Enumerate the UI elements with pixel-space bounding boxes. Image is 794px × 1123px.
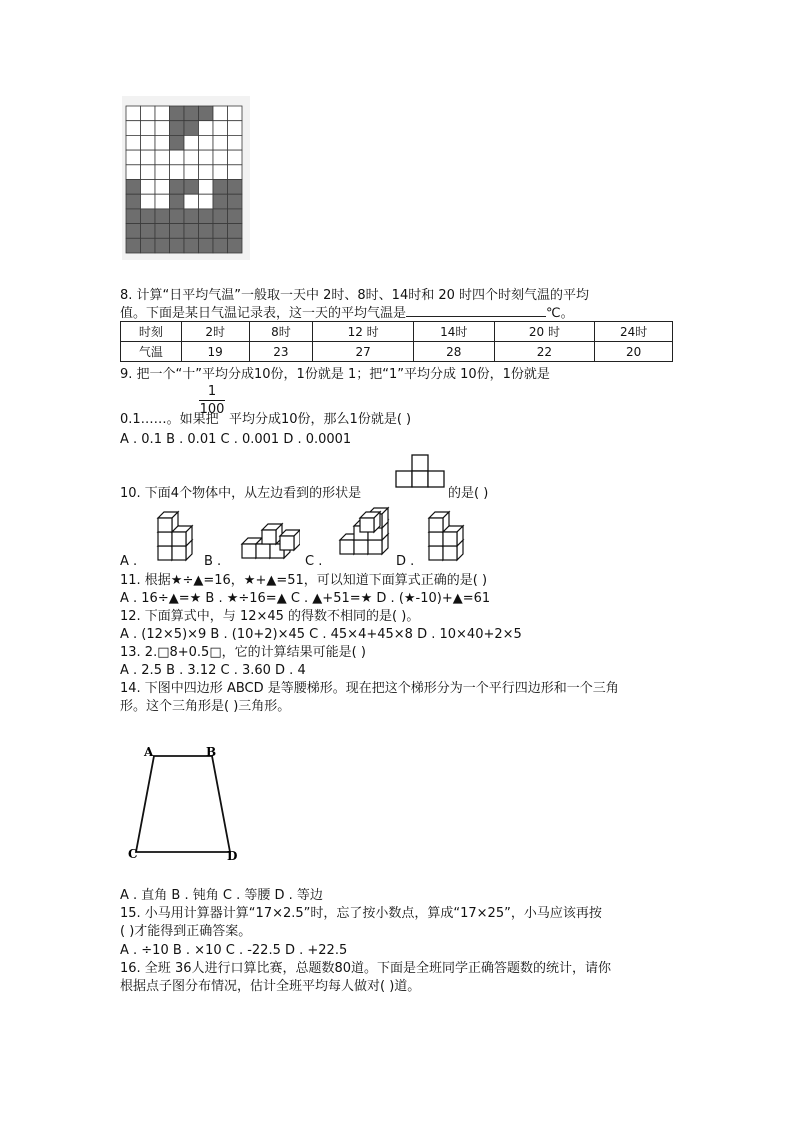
grid-cell — [155, 209, 170, 224]
grid-cell — [170, 194, 185, 209]
grid-cell — [141, 165, 156, 180]
grid-cell — [155, 224, 170, 239]
q14-options: A . 直角 B . 钝角 C . 等腰 D . 等边 — [120, 888, 323, 903]
grid-cell — [184, 180, 199, 195]
grid-cell — [170, 150, 185, 165]
table-cell: 2时 — [181, 322, 249, 342]
cube-stack-b — [238, 512, 300, 566]
grid-cell — [170, 165, 185, 180]
q15-options: A . ÷10 B . ×10 C . -22.5 D . +22.5 — [120, 943, 348, 958]
grid-cell — [199, 121, 214, 136]
grid-cell — [170, 238, 185, 253]
cube-stack-a — [150, 508, 200, 566]
grid-cell — [228, 150, 243, 165]
table-cell: 22 — [494, 342, 595, 362]
q14-stem-line2: 形。这个三角形是( )三角形。 — [120, 699, 291, 714]
q10-option-c-label: C . — [305, 554, 323, 569]
grid-cell — [155, 194, 170, 209]
grid-cell — [228, 224, 243, 239]
grid-cell — [213, 135, 228, 150]
grid-cell — [155, 180, 170, 195]
grid-cell — [141, 180, 156, 195]
grid-cell — [170, 106, 185, 121]
grid-cell — [184, 106, 199, 121]
grid-cell — [184, 238, 199, 253]
table-cell: 28 — [413, 342, 494, 362]
grid-cell — [126, 194, 141, 209]
cube — [280, 530, 300, 550]
grid-cell — [155, 150, 170, 165]
q10-option-b-label: B . — [204, 554, 222, 569]
grid-cell — [184, 150, 199, 165]
cube — [360, 512, 380, 532]
grid-cell — [199, 194, 214, 209]
grid-cell — [199, 224, 214, 239]
q16-stem-line2: 根据点子图分布情况，估计全班平均每人做对( )道。 — [120, 979, 421, 994]
cube-stack-d — [425, 508, 469, 566]
grid-cell — [141, 150, 156, 165]
grid-cell — [199, 209, 214, 224]
grid-cell — [213, 106, 228, 121]
grid-cell — [213, 224, 228, 239]
grid-cell — [126, 180, 141, 195]
table-cell: 12 时 — [313, 322, 414, 342]
grid-cell — [170, 224, 185, 239]
grid-cell — [126, 106, 141, 121]
grid-cell — [199, 238, 214, 253]
grid-cell — [184, 165, 199, 180]
table-cell: 23 — [249, 342, 313, 362]
grid-cell — [228, 209, 243, 224]
grid-cell — [228, 238, 243, 253]
q8-unit: ℃。 — [546, 306, 574, 321]
table-cell: 19 — [181, 342, 249, 362]
grid-cell — [184, 194, 199, 209]
grid-cell — [170, 135, 185, 150]
grid-cell — [213, 121, 228, 136]
grid-cell — [184, 135, 199, 150]
q16-stem-line1: 16. 全班 36人进行口算比赛，总题数80道。下面是全班同学正确答题数的统计，请你 — [120, 961, 612, 976]
q14-stem-line1: 14. 下图中四边形 ABCD 是等腰梯形。现在把这个梯形分为一个平行四边形和一个三角 — [120, 681, 619, 696]
grid-cell — [184, 224, 199, 239]
fraction-bar — [199, 400, 225, 401]
grid-cell — [155, 165, 170, 180]
grid-cell — [141, 238, 156, 253]
q15-stem-line2: ( )才能得到正确答案。 — [120, 924, 252, 939]
grid-cell — [199, 106, 214, 121]
answer-blank — [406, 304, 546, 317]
table-cell: 时刻 — [121, 322, 182, 342]
fraction-numerator: 1 — [207, 384, 217, 399]
grid-cell — [228, 135, 243, 150]
cube — [172, 526, 192, 546]
grid-cell — [228, 165, 243, 180]
table-cell: 24时 — [595, 322, 673, 342]
q12-stem: 12. 下面算式中，与 12×45 的得数不相同的是( )。 — [120, 609, 420, 624]
grid-cell — [213, 194, 228, 209]
q8-stem-line1: 8. 计算“日平均气温”一般取一天中 2时、8时、14时和 20 时四个时刻气温的平均 — [120, 288, 590, 303]
cube — [443, 526, 463, 546]
table-cell: 14时 — [413, 322, 494, 342]
grid-cell — [199, 165, 214, 180]
grid-cell — [199, 150, 214, 165]
grid-cell — [213, 180, 228, 195]
shaded-grid-figure — [122, 96, 250, 260]
grid-cell — [141, 106, 156, 121]
grid-cell — [228, 180, 243, 195]
left-view-shape — [395, 454, 445, 494]
grid-cell — [184, 121, 199, 136]
grid-cell — [126, 121, 141, 136]
vertex-b-label: B — [206, 745, 217, 759]
q11-options: A . 16÷▲=★ B . ★÷16=▲ C . ▲+51=★ D . (★-10)+▲=61 — [120, 591, 491, 606]
grid-cell — [213, 165, 228, 180]
grid-cell — [126, 209, 141, 224]
table-cell: 27 — [313, 342, 414, 362]
q9-stem-line2-pre: 0.1……。如果把 — [120, 412, 219, 427]
q12-options: A . (12×5)×9 B . (10+2)×45 C . 45×4+45×8 D . 10×40+2×5 — [120, 627, 522, 642]
grid-cell — [213, 238, 228, 253]
grid-cell — [141, 135, 156, 150]
q8-stem-line2 — [120, 304, 574, 322]
vertex-c-label: C — [128, 847, 138, 861]
q9-stem-line2-post: 平均分成10份，那么1份就是( ) — [229, 412, 412, 427]
q11-stem: 11. 根据★÷▲=16，★+▲=51，可以知道下面算式正确的是( ) — [120, 573, 488, 588]
grid-cell — [155, 238, 170, 253]
grid-cell — [228, 194, 243, 209]
grid-cell — [155, 121, 170, 136]
q9-stem-line1: 9. 把一个“十”平均分成10份，1份就是 1；把“1”平均分成 10份，1份就是 — [120, 367, 550, 382]
q10-option-a-label: A . — [120, 554, 138, 569]
vertex-d-label: D — [227, 849, 238, 863]
grid-cell — [184, 209, 199, 224]
grid-cell — [141, 209, 156, 224]
grid-cell — [126, 165, 141, 180]
grid-cell — [141, 121, 156, 136]
q10-stem-pre: 10. 下面4个物体中，从左边看到的形状是 — [120, 486, 362, 501]
grid-cell — [155, 135, 170, 150]
grid-cell — [126, 135, 141, 150]
grid-cell — [199, 135, 214, 150]
table-cell: 8时 — [249, 322, 313, 342]
q13-stem: 13. 2.□8+0.5□，它的计算结果可能是( ) — [120, 645, 366, 660]
q8-stem-line2-text: 值。下面是某日气温记录表，这一天的平均气温是 — [120, 306, 407, 321]
grid-cell — [170, 121, 185, 136]
vertex-a-label: A — [144, 745, 154, 759]
grid-cell — [170, 209, 185, 224]
table-cell: 气温 — [121, 342, 182, 362]
grid-cell — [199, 180, 214, 195]
cube-stack-c — [336, 506, 396, 566]
table-cell: 20 — [595, 342, 673, 362]
q9-options: A . 0.1 B . 0.01 C . 0.001 D . 0.0001 — [120, 432, 352, 447]
isosceles-trapezoid-figure — [118, 742, 248, 868]
grid-cell — [228, 106, 243, 121]
grid-cell — [141, 194, 156, 209]
temperature-table — [120, 321, 673, 362]
grid-cell — [228, 121, 243, 136]
grid-cell — [213, 209, 228, 224]
fraction-denominator: 100 — [199, 402, 225, 417]
grid-cell — [141, 224, 156, 239]
grid-cell — [126, 150, 141, 165]
q10-option-d-label: D . — [396, 554, 415, 569]
table-row-values — [121, 342, 673, 362]
q15-stem-line1: 15. 小马用计算器计算“17×2.5”时，忘了按小数点，算成“17×25”，小马应该再按 — [120, 906, 602, 921]
q13-options: A . 2.5 B . 3.12 C . 3.60 D . 4 — [120, 663, 306, 678]
grid-cell — [170, 180, 185, 195]
q10-stem-post: 的是( ) — [448, 486, 489, 501]
grid-cell — [213, 150, 228, 165]
cube — [262, 524, 282, 544]
table-cell: 20 时 — [494, 322, 595, 342]
grid-cell — [126, 224, 141, 239]
grid-cell — [126, 238, 141, 253]
grid-cell — [155, 106, 170, 121]
table-row-header — [121, 322, 673, 342]
